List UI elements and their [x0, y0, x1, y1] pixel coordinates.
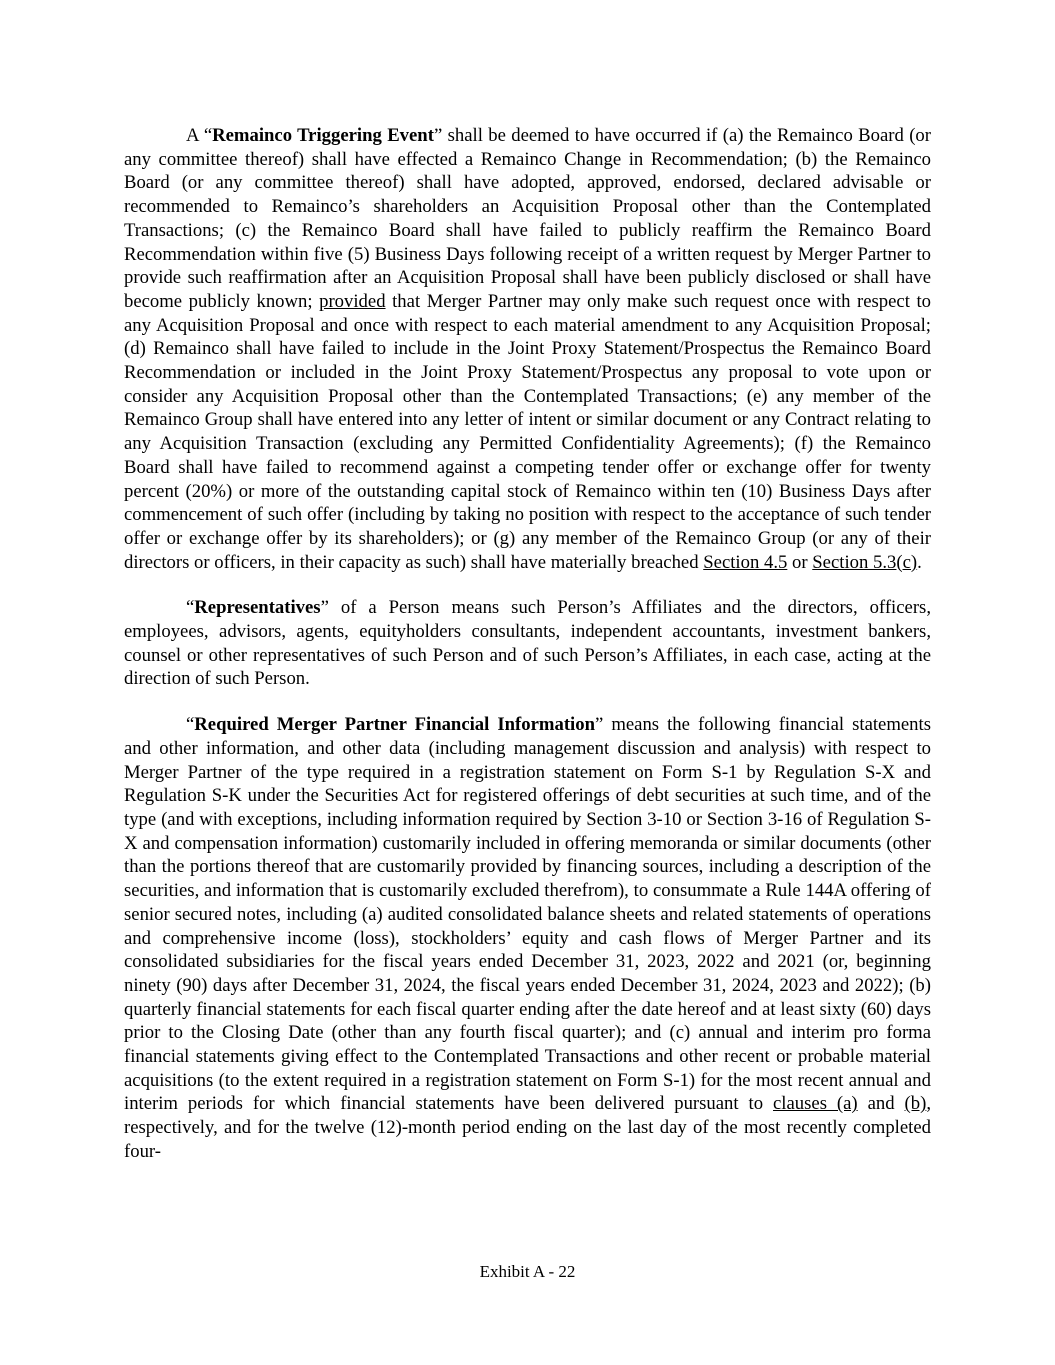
page-footer: Exhibit A - 22: [479, 1262, 576, 1281]
clauses-a-reference: clauses (a): [773, 1093, 858, 1115]
paragraph-text: ” means the following financial statements and other information, and other data (including management discussion and analysis) with respect to Merger Partner of the type required in a registration statement on Form S-1 by Regulation S-X and Regulation S-K under the Securities Act for registered offerings of debt securities at such time, and of the type (and with exceptions, including information required by Section 3-10 or Section 3-16 of Regulation S-X and compensation information) customarily included in offering memoranda or similar documents (other than the portions thereof that are customarily provided by financing sources, including a description of the securities, and information that is customarily excluded therefrom), to consummate a Rule 144A offering of senior secured notes, including (a) audited consolidated balance sheets and related statements of operations and comprehensive income (loss), stockholders’ equity and cash flows of Merger Partner and its consolidated subsidiaries for the fiscal years ended December 31, 2023, 2022 and 2021 (or, beginning ninety (90) days after December 31, 2024, the fiscal years ended December 31, 2024, 2023 and 2022); (b) quarterly financial statements for each fiscal quarter ending after the date hereof and at least sixty (60) days prior to the Closing Date (other than any fourth fiscal quarter); and (c) annual and interim pro forma financial statements giving effect to the Contemplated Transactions and other recent or probable material acquisitions (to the extent required in a registration statement on Form S-1) for the most recent annual and interim periods for which financial statements have been delivered pursuant to: [124, 714, 931, 1115]
quote-open: “: [186, 714, 195, 736]
section-5-3c-reference: Section 5.3(c): [812, 551, 918, 573]
paragraph-text: ” of a Person means such Person’s Affiliates and the directors, officers, employees, advisors, agents, equityholders consultants, independent accountants, investment bankers, counsel or other representatives of such Person and of such Person’s Affiliates, in each case, acting at the direction of such Person.: [124, 597, 931, 690]
paragraph-text: that Merger Partner may only make such request once with respect to any Acquisition Proposal and once with respect to each material amendment to any Acquisition Proposal; (d) Remainco shall have failed to include in the Joint Proxy Statement/Prospectus the Remainco Board Recommendation or included in the Joint Proxy Statement/Prospectus any proposal to vote upon or consider any Acquisition Proposal other than the Contemplated Transactions; (e) any member of the Remainco Group shall have entered into any letter of intent or similar document or any Contract relating to any Acquisition Transaction (excluding any Permitted Confidentiality Agreements); (f) the Remainco Board shall have failed to recommend against a competing tender offer or exchange offer for twenty percent (20%) or more of the outstanding capital stock of Remainco within ten (10) Business Days after commencement of such offer (including by taking no position with respect to the acceptance of such tender offer or exchange offer by its shareholders); or (g) any member of the Remainco Group (or any of their directors or officers, in their capacity as such) shall have materially breached: [124, 290, 931, 573]
provided-underlined: provided: [319, 290, 386, 312]
paragraph-text: , respectively, and for the twelve (12)-month period ending on the last day of the most recently completed four-: [124, 1093, 932, 1162]
defined-term: Representatives: [194, 597, 321, 619]
paragraph-text: .: [917, 551, 922, 573]
paragraph-text: or: [787, 551, 813, 573]
defined-term: Remainco Triggering Event: [212, 125, 434, 146]
definition-remainco-triggering-event: [124, 124, 931, 574]
defined-term: Required Merger Partner Financial Information: [194, 714, 595, 736]
paragraph-text: and: [857, 1093, 905, 1115]
paragraph-text: ” shall be deemed to have occurred if (a) the Remainco Board (or any committee thereof) shall have effected a Remainco Change in Recommendation; (b) the Remainco Board (or any committee thereof) shall have adopted, approved, endorsed, declared advisable or recommended to Remainco’s shareholders an Acquisition Proposal other than the Contemplated Transactions; (c) the Remainco Board shall have failed to publicly reaffirm the Remainco Board Recommendation within five (5) Business Days following receipt of a written request by Merger Partner to provide such reaffirmation after an Acquisition Proposal shall have been publicly disclosed or shall have become publicly known;: [124, 125, 932, 312]
definition-representatives: [124, 596, 931, 691]
quote-open: “: [186, 597, 195, 619]
quote-open: A “: [186, 125, 213, 146]
page-body: [124, 124, 931, 1186]
clause-b-reference: (b): [904, 1093, 927, 1115]
section-4-5-reference: Section 4.5: [703, 551, 788, 573]
definition-required-merger-partner-financial-information: [124, 713, 931, 1163]
